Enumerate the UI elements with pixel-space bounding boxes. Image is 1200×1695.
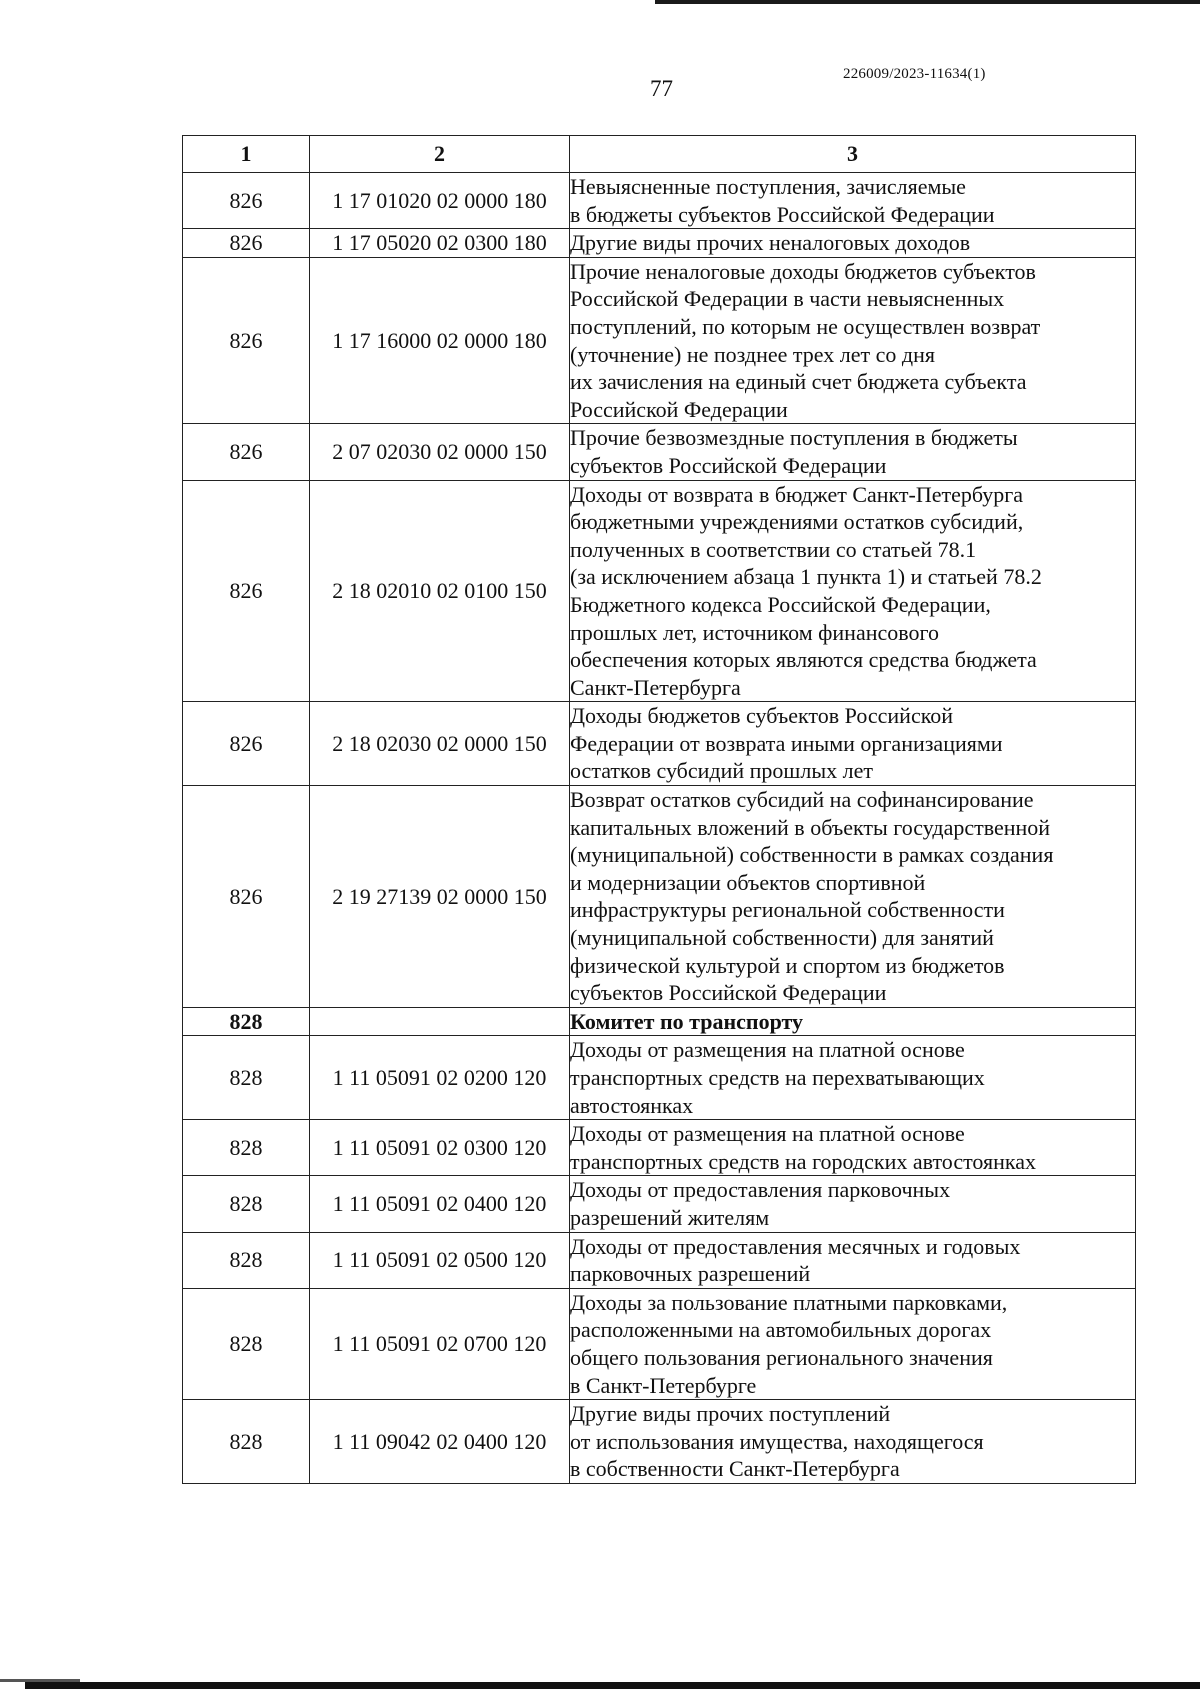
admin-code-cell: 828 bbox=[183, 1288, 310, 1399]
income-name-cell bbox=[570, 1288, 1136, 1399]
income-name-line: и модернизации объектов спортивной bbox=[570, 869, 926, 895]
income-name-line: общего пользования регионального значения bbox=[570, 1344, 993, 1370]
income-name-line: транспортных средств на городских автостоянках bbox=[570, 1148, 1036, 1174]
income-name-line: субъектов Российской Федерации bbox=[570, 980, 887, 1006]
table-row bbox=[183, 1036, 1136, 1120]
income-name-line: Прочие безвозмездные поступления в бюджеты bbox=[570, 425, 1018, 451]
budget-code-cell: 1 11 05091 02 0400 120 bbox=[310, 1176, 570, 1232]
income-name-line: Доходы от возврата в бюджет Санкт-Петербурга bbox=[570, 481, 1024, 507]
column-header-2: 2 bbox=[310, 136, 570, 173]
table-row bbox=[183, 229, 1136, 258]
admin-code-cell: 826 bbox=[183, 257, 310, 424]
scan-edge-top bbox=[655, 0, 1200, 4]
admin-code-cell: 828 bbox=[183, 1176, 310, 1232]
income-name-cell bbox=[570, 1007, 1136, 1036]
table-row bbox=[183, 1288, 1136, 1399]
income-name-line: Бюджетного кодекса Российской Федерации, bbox=[570, 591, 991, 617]
column-header-3: 3 bbox=[570, 136, 1136, 173]
table-row bbox=[183, 1232, 1136, 1288]
income-name-cell bbox=[570, 173, 1136, 229]
income-name-line: физической культурой и спортом из бюджетов bbox=[570, 952, 1005, 978]
table-row bbox=[183, 1120, 1136, 1176]
admin-code-cell: 828 bbox=[183, 1120, 310, 1176]
table-row bbox=[183, 1176, 1136, 1232]
income-name-line: транспортных средств на перехватывающих bbox=[570, 1065, 985, 1090]
budget-classification-table bbox=[182, 135, 1136, 1484]
income-name-line: Российской Федерации в части невыясненных bbox=[570, 286, 1005, 312]
income-name-cell bbox=[570, 786, 1136, 1008]
admin-code-cell: 828 bbox=[183, 1007, 310, 1036]
income-name-cell bbox=[570, 1176, 1136, 1232]
table-row bbox=[183, 480, 1136, 702]
table-row bbox=[183, 424, 1136, 480]
income-name-line: полученных в соответствии со статьей 78.1 bbox=[570, 536, 977, 562]
admin-code-cell: 828 bbox=[183, 1036, 310, 1120]
income-name-line: поступлений, по которым не осуществлен возврат bbox=[570, 313, 1041, 339]
income-name-line: обеспечения которых являются средства бюджета bbox=[570, 647, 1037, 673]
income-name-line: Доходы бюджетов субъектов Российской bbox=[570, 703, 954, 729]
admin-code-cell: 828 bbox=[183, 1232, 310, 1288]
budget-code-cell: 2 07 02030 02 0000 150 bbox=[310, 424, 570, 480]
income-name-line: Доходы от предоставления парковочных bbox=[570, 1177, 951, 1203]
income-name-line: Российской Федерации bbox=[570, 396, 788, 422]
income-name-cell bbox=[570, 1120, 1136, 1176]
income-name-line: Доходы от предоставления месячных и годовых bbox=[570, 1233, 1021, 1259]
income-name-line: от использования имущества, находящегося bbox=[570, 1428, 984, 1454]
table-body bbox=[183, 173, 1136, 1484]
income-name-line: (муниципальной собственности) для занятий bbox=[570, 925, 994, 951]
income-name-line: Прочие неналоговые доходы бюджетов субъектов bbox=[570, 258, 1036, 284]
table-row bbox=[183, 173, 1136, 229]
admin-code-cell: 826 bbox=[183, 173, 310, 229]
income-name-line: Санкт-Петербурга bbox=[570, 674, 741, 700]
document-number: 226009/2023-11634(1) bbox=[843, 66, 986, 82]
table-row bbox=[183, 257, 1136, 424]
income-name-line: в бюджеты субъектов Российской Федерации bbox=[570, 201, 995, 227]
income-name-line: (уточнение) не позднее трех лет со дня bbox=[570, 341, 935, 367]
income-name-line: остатков субсидий прошлых лет bbox=[570, 758, 873, 784]
budget-code-cell: 1 17 05020 02 0300 180 bbox=[310, 229, 570, 258]
table-row bbox=[183, 1007, 1136, 1036]
income-name-line: прошлых лет, источником финансового bbox=[570, 619, 939, 645]
income-name-line: бюджетными учреждениями остатков субсидий, bbox=[570, 509, 1024, 535]
budget-code-cell: 1 11 05091 02 0500 120 bbox=[310, 1232, 570, 1288]
scan-edge-bottom bbox=[25, 1682, 1200, 1689]
income-name-line: Другие виды прочих неналоговых доходов bbox=[570, 230, 971, 256]
admin-code-cell: 826 bbox=[183, 229, 310, 258]
page-number: 77 bbox=[650, 76, 673, 101]
table-header-row bbox=[183, 136, 1136, 173]
income-name-cell bbox=[570, 702, 1136, 786]
table-row bbox=[183, 1400, 1136, 1484]
admin-code-cell: 826 bbox=[183, 424, 310, 480]
income-name-line: их зачисления на единый счет бюджета субъекта bbox=[570, 369, 1027, 395]
income-name-cell bbox=[570, 1400, 1136, 1484]
column-header-1: 1 bbox=[183, 136, 310, 173]
income-name-line: (муниципальной) собственности в рамках создания bbox=[570, 842, 1054, 868]
income-name-cell bbox=[570, 424, 1136, 480]
income-name-line: Доходы от размещения на платной основе bbox=[570, 1037, 965, 1063]
income-name-line: Другие виды прочих поступлений bbox=[570, 1401, 891, 1427]
budget-code-cell: 2 18 02010 02 0100 150 bbox=[310, 480, 570, 702]
budget-code-cell: 2 19 27139 02 0000 150 bbox=[310, 786, 570, 1008]
admin-code-cell: 826 bbox=[183, 702, 310, 786]
income-name-line: в собственности Санкт-Петербурга bbox=[570, 1456, 900, 1482]
income-name-cell bbox=[570, 480, 1136, 702]
income-name-line: разрешений жителям bbox=[570, 1204, 770, 1230]
income-name-cell bbox=[570, 257, 1136, 424]
income-name-line: инфраструктуры региональной собственности bbox=[570, 897, 1005, 923]
income-name-line: (за исключением абзаца 1 пункта 1) и статьей 78.2 bbox=[570, 564, 1042, 590]
income-name-line: Доходы от размещения на платной основе bbox=[570, 1121, 965, 1147]
income-name-cell bbox=[570, 1036, 1136, 1120]
budget-code-cell: 1 17 01020 02 0000 180 bbox=[310, 173, 570, 229]
income-name-line: субъектов Российской Федерации bbox=[570, 452, 887, 478]
budget-code-cell: 1 17 16000 02 0000 180 bbox=[310, 257, 570, 424]
income-name-line: Комитет по транспорту bbox=[570, 1008, 804, 1034]
income-name-line: капитальных вложений в объекты государственной bbox=[570, 814, 1051, 840]
income-name-line: Невыясненные поступления, зачисляемые bbox=[570, 174, 966, 199]
admin-code-cell: 826 bbox=[183, 786, 310, 1008]
admin-code-cell: 826 bbox=[183, 480, 310, 702]
budget-code-cell: 1 11 05091 02 0300 120 bbox=[310, 1120, 570, 1176]
budget-code-cell: 2 18 02030 02 0000 150 bbox=[310, 702, 570, 786]
income-name-cell bbox=[570, 229, 1136, 258]
income-name-line: расположенными на автомобильных дорогах bbox=[570, 1317, 992, 1343]
budget-code-cell: 1 11 05091 02 0700 120 bbox=[310, 1288, 570, 1399]
table-row bbox=[183, 702, 1136, 786]
income-name-line: Доходы за пользование платными парковками, bbox=[570, 1289, 1008, 1315]
income-name-line: Возврат остатков субсидий на софинансирование bbox=[570, 787, 1034, 813]
income-name-line: Федерации от возврата иными организациями bbox=[570, 730, 1003, 756]
admin-code-cell: 828 bbox=[183, 1400, 310, 1484]
table-row bbox=[183, 786, 1136, 1008]
budget-code-cell bbox=[310, 1007, 570, 1036]
income-name-line: парковочных разрешений bbox=[570, 1261, 811, 1287]
budget-code-cell: 1 11 05091 02 0200 120 bbox=[310, 1036, 570, 1120]
income-name-cell bbox=[570, 1232, 1136, 1288]
income-name-line: автостоянках bbox=[570, 1092, 694, 1118]
budget-code-cell: 1 11 09042 02 0400 120 bbox=[310, 1400, 570, 1484]
income-name-line: в Санкт-Петербурге bbox=[570, 1372, 757, 1398]
